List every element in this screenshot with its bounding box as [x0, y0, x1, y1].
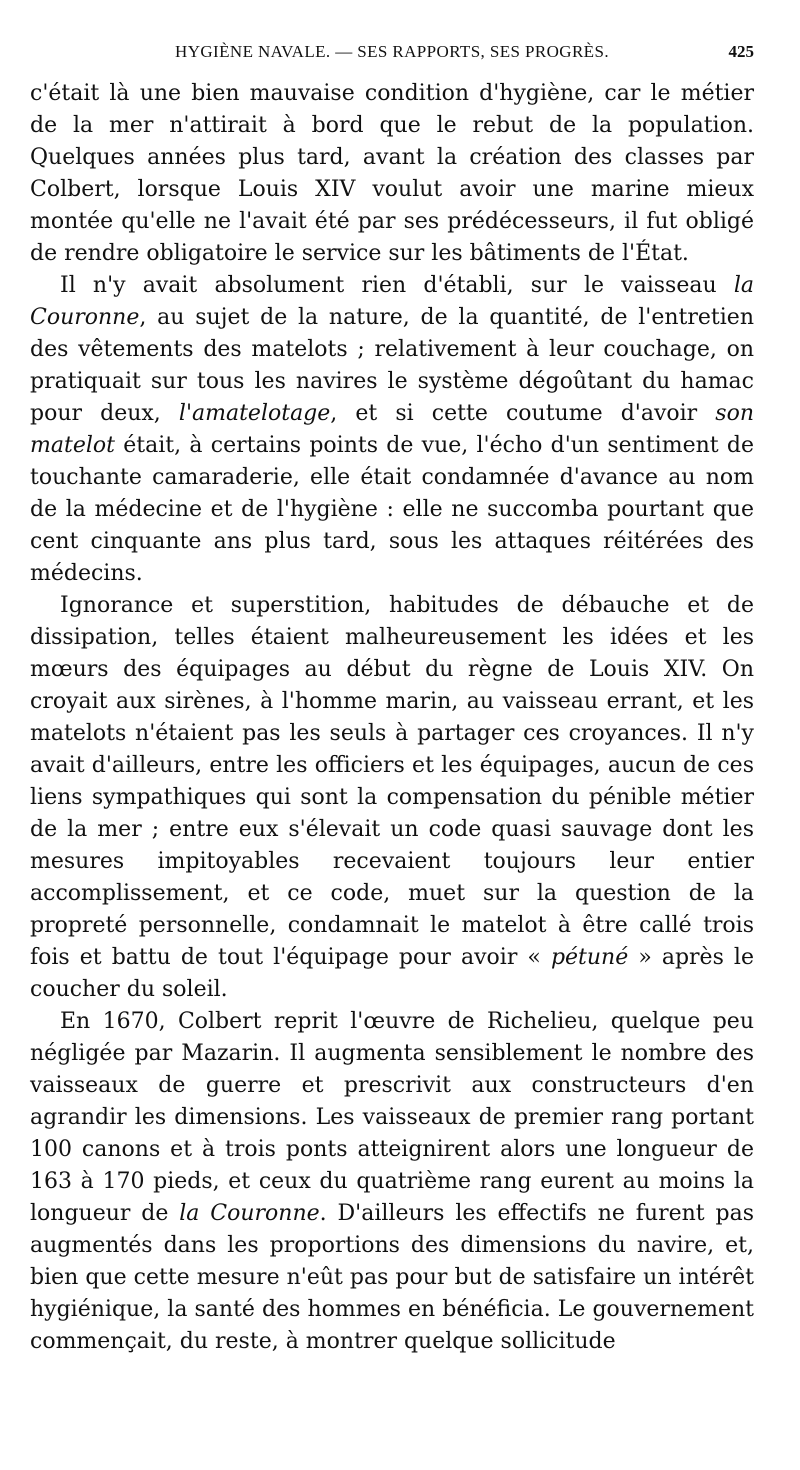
text-run: En 1670, Colbert reprit l'œuvre de Richelieu, quelque peu négligée par Mazarin. Il augmenta sensiblement le nombre des vaisseaux de guerre et prescrivit aux constructeurs d'en agrandir les dimensions. Les vaisseaux de premier rang portant 100 canons et à trois ponts atteignirent alors une longueur de 163 à 170 pieds, et ceux du quatrième rang eurent au moins la longueur de — [30, 1009, 754, 1226]
text-run: était, à certains points de vue, l'écho d'un sentiment de touchante camaraderie, elle était condamnée d'avance au nom de la médecine et de l'hygiène : elle ne succomba pourtant que cent cinquante ans plus tard, sous les attaques réitérées des médecins. — [30, 433, 754, 586]
running-head — [30, 42, 754, 78]
italic-text-run: pétuné — [550, 945, 629, 970]
text-run: Ignorance et superstition, habitudes de débauche et de dissipation, telles étaient malheureusement les idées et les mœurs des équipages au début du règne de Louis XIV. On croyait aux sirènes, à l'homme marin, au vaisseau errant, et les matelots n'étaient pas les seuls à partager ces croyances. Il n'y avait d'ailleurs, entre les officiers et les équipages, aucun de ces liens sympathiques qui sont la compensation du pénible métier de la mer ; entre eux s'élevait un code quasi sauvage dont les mesures impitoyables recevaient toujours leur entier accomplissement, et ce code, muet sur la question de la propreté personnelle, condamnait le matelot à être callé trois fois et battu de tout l'équipage pour avoir « — [30, 593, 754, 970]
body-text — [30, 78, 754, 1358]
text-run: c'était là une bien mauvaise condition d'hygiène, car le métier de la mer n'attirait à bord que le rebut de la population. Quelques années plus tard, avant la création des classes par Colbert, lorsque Louis XIV voulut avoir une marine mieux montée qu'elle ne l'avait été par ses prédécesseurs, il fut obligé de rendre obligatoire le service sur les bâtiments de l'État. — [30, 81, 754, 266]
italic-text-run: la Couronne — [179, 1201, 320, 1226]
paragraph — [30, 78, 754, 270]
text-run: , au sujet de la nature, de la quantité, de l'entretien des vêtements des matelots ; relativement à leur couchage, on pratiquait sur tous les navires le système dégoûtant du hamac pour deux, — [30, 305, 754, 426]
running-title: HYGIÈNE NAVALE. — SES RAPPORTS, SES PROGRÈS. — [175, 42, 609, 61]
paragraph — [30, 1006, 754, 1358]
book-page — [30, 42, 754, 1358]
text-run: , et si cette coutume d'avoir — [330, 401, 716, 426]
text-run: . D'ailleurs les effectifs ne furent pas augmentés dans les proportions des dimensions du navire, et, bien que cette mesure n'eût pas pour but de satisfaire un intérêt hygiénique, la santé des hommes en bénéficia. Le gouvernement commençait, du reste, à montrer quelque sollicitude — [30, 1201, 755, 1354]
paragraph — [30, 590, 754, 1006]
italic-text-run: son matelot — [30, 401, 754, 458]
page-number: 425 — [728, 42, 754, 61]
text-run: » après le coucher du soleil. — [30, 945, 754, 1002]
italic-text-run: l'amatelotage — [178, 401, 331, 426]
italic-text-run: la Couronne — [30, 273, 754, 330]
paragraph — [30, 270, 754, 590]
text-run: Il n'y avait absolument rien d'établi, sur le vaisseau — [60, 273, 734, 298]
